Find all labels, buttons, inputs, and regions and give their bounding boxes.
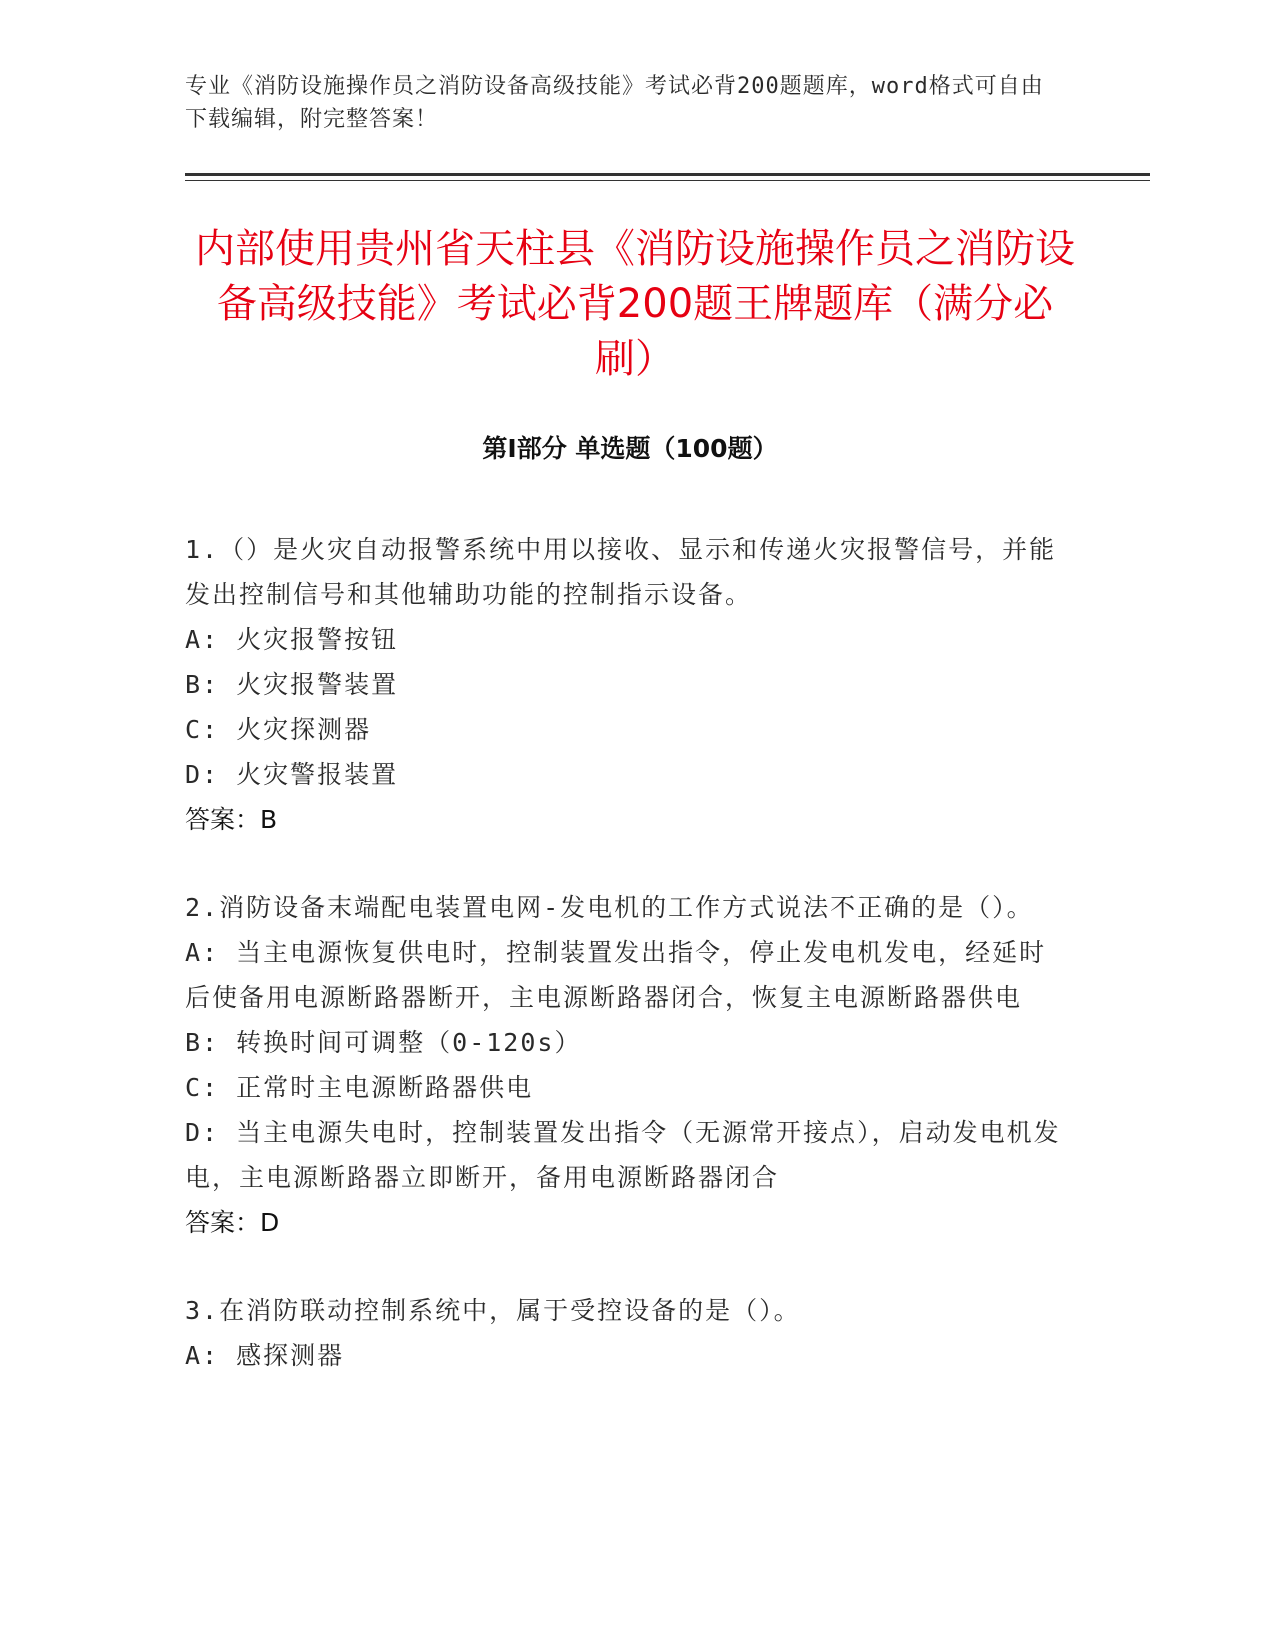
option-a: A: 当主电源恢复供电时，控制装置发出指令，停止发电机发电，经延时后使备用电源断路器断开，主电源断路器闭合，恢复主电源断路器供电 bbox=[185, 938, 1047, 1012]
header-divider-thick bbox=[185, 173, 1150, 176]
option-c: C: 正常时主电源断路器供电 bbox=[185, 1073, 534, 1102]
question-list bbox=[185, 527, 1065, 1421]
header-divider-thin bbox=[185, 180, 1150, 181]
header-note: 专业《消防设施操作员之消防设备高级技能》考试必背200题题库，word格式可自由下载编辑，附完整答案！ bbox=[185, 74, 1044, 132]
option-d: D: 火灾警报装置 bbox=[185, 760, 399, 789]
option-b: B: 火灾报警装置 bbox=[185, 670, 399, 699]
option-c: C: 火灾探测器 bbox=[185, 715, 372, 744]
document-title: 内部使用贵州省天柱县《消防设施操作员之消防设备高级技能》考试必背200题王牌题库（满分必刷） bbox=[195, 226, 1075, 382]
question-2 bbox=[185, 885, 1065, 1245]
question-3 bbox=[185, 1288, 1065, 1378]
question-stem: 3.在消防联动控制系统中，属于受控设备的是（）。 bbox=[185, 1296, 801, 1325]
question-1 bbox=[185, 527, 1065, 842]
option-a: A: 感探测器 bbox=[185, 1341, 345, 1370]
section-heading: 第I部分 单选题（100题） bbox=[482, 434, 778, 463]
question-stem: 2.消防设备末端配电装置电网-发电机的工作方式说法不正确的是（）。 bbox=[185, 893, 1034, 922]
option-a: A: 火灾报警按钮 bbox=[185, 625, 399, 654]
question-stem: 1.（）是火灾自动报警系统中用以接收、显示和传递火灾报警信号，并能发出控制信号和其他辅助功能的控制指示设备。 bbox=[185, 535, 1057, 609]
answer: 答案：B bbox=[185, 805, 278, 834]
option-d: D: 当主电源失电时，控制装置发出指令（无源常开接点），启动发电机发电，主电源断路器立即断开，备用电源断路器闭合 bbox=[185, 1118, 1061, 1192]
answer: 答案：D bbox=[185, 1208, 280, 1237]
option-b: B: 转换时间可调整（0-120s） bbox=[185, 1028, 582, 1057]
